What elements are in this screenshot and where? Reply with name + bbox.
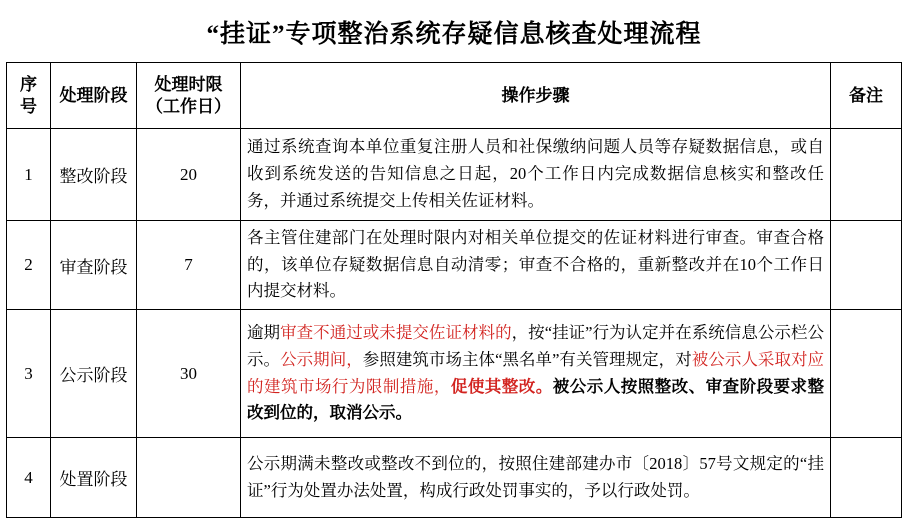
row-remark [831,310,902,438]
row-limit: 30 [137,310,241,438]
steps-segment-1: 审查不通过或未提交佐证材料的 [280,323,512,343]
row-seq: 3 [7,310,51,438]
steps-segment-3: 公示期间， [280,349,363,369]
header-remark: 备注 [831,63,902,129]
table-row [7,438,902,518]
row-limit [137,438,241,518]
row-seq: 2 [7,221,51,310]
header-stage: 处理阶段 [51,63,137,129]
row-remark [831,221,902,310]
table-header [7,63,902,129]
steps-segment-5: 被公示人采取对应的建筑市场行为限制措施， [247,349,825,396]
row-limit: 7 [137,221,241,310]
row-seq: 1 [7,129,51,221]
header-seq: 序号 [7,63,51,129]
table-row [7,310,902,438]
flow-table [6,62,902,518]
steps-segment-0: 逾期 [247,323,281,343]
table-body [7,129,902,518]
steps-segment-6: 促使其整改。 [450,376,553,396]
row-steps-rich [241,310,831,438]
row-stage: 公示阶段 [51,310,137,438]
header-limit-line1: 处理时限 [154,75,223,95]
row-remark [831,438,902,518]
row-limit: 20 [137,129,241,221]
header-limit [137,63,241,129]
row-stage: 整改阶段 [51,129,137,221]
row-steps: 通过系统查询本单位重复注册人员和社保缴纳问题人员等存疑数据信息，或自收到系统发送的告知信息之日起，20个工作日内完成数据信息核实和整改任务，并通过系统提交上传相关佐证材料。 [241,129,831,221]
row-seq: 4 [7,438,51,518]
table-header-row [7,63,902,129]
steps-segment-4: 参照建筑市场主体“黑名单”有关管理规定，对 [362,349,692,369]
row-steps: 公示期满未整改或整改不到位的，按照住建部建办市〔2018〕57号文规定的“挂证”行为处置办法处置，构成行政处罚事实的，予以行政处罚。 [241,438,831,518]
row-remark [831,129,902,221]
header-steps: 操作步骤 [241,63,831,129]
row-steps: 各主管住建部门在处理时限内对相关单位提交的佐证材料进行审查。审查合格的，该单位存疑数据信息自动清零；审查不合格的，重新整改并在10个工作日内提交材料。 [241,221,831,310]
page-title: “挂证”专项整治系统存疑信息核查处理流程 [206,21,702,48]
table-row [7,221,902,310]
header-limit-line2: （工作日） [146,96,231,116]
steps-segment-2: ，按“挂证”行为认定并在系统信息公示栏公示。 [247,323,825,369]
table-row [7,129,902,221]
row-stage: 处置阶段 [51,438,137,518]
steps-segment-7: 被公示人按照整改、审查阶段要求整改到位的，取消公示。 [247,376,825,423]
row-stage: 审查阶段 [51,221,137,310]
